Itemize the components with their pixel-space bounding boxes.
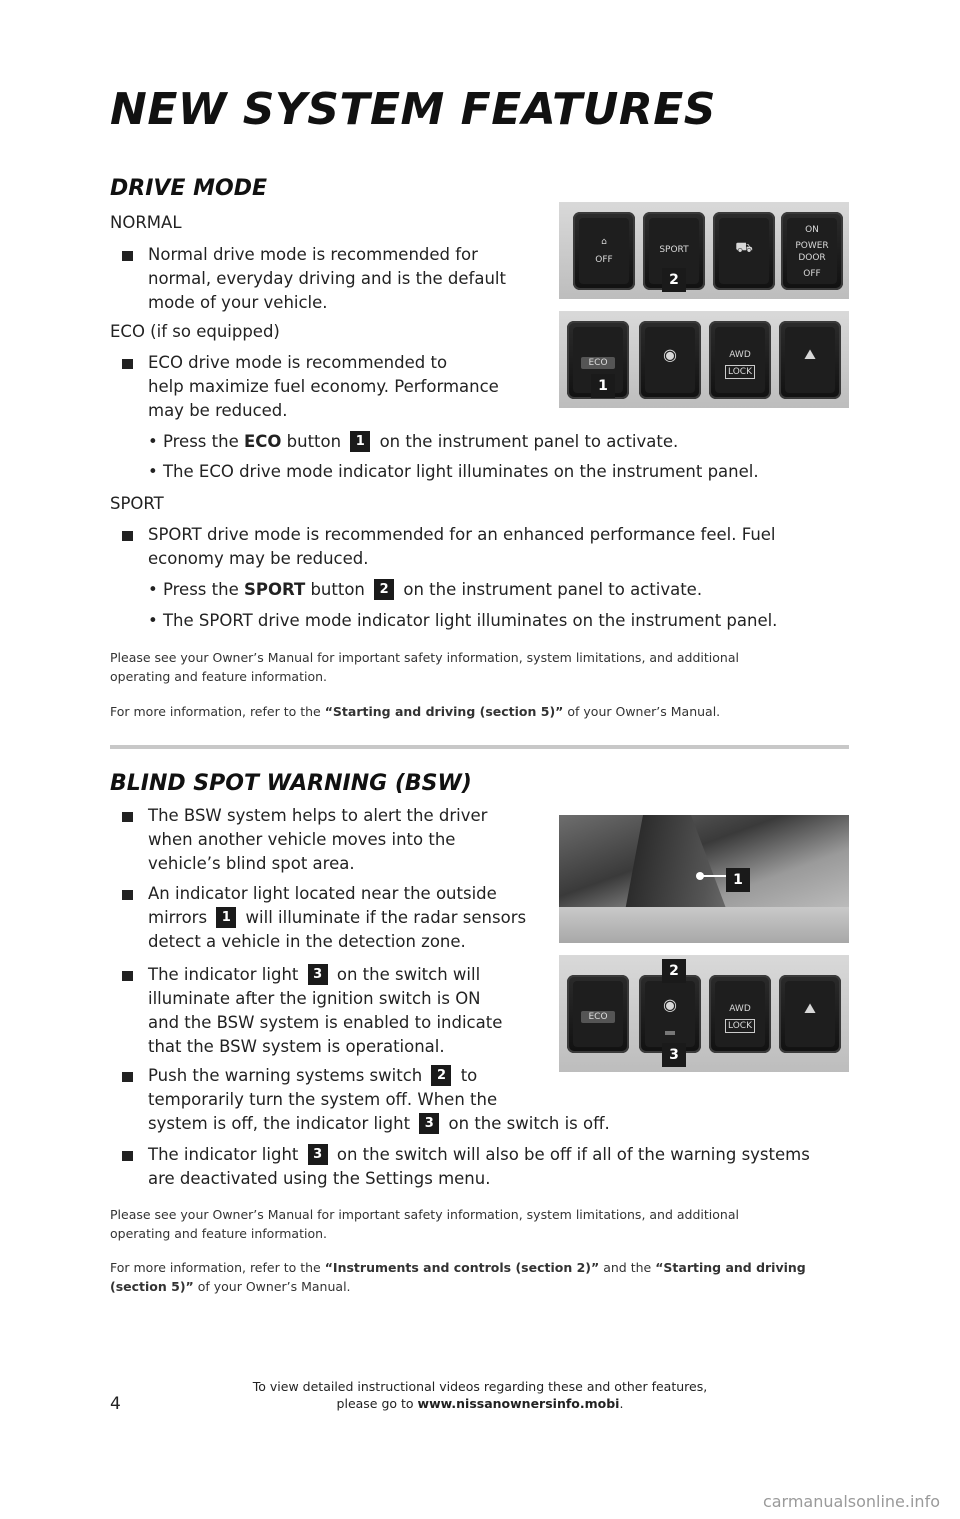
callout-2: 2 — [662, 268, 686, 292]
bsw-reference: For more information, refer to the “Instruments and controls (section 2)” and the “Starting and driving (section 5)” of your Owner’s Manual. — [110, 1260, 806, 1294]
callout-badge: 1 — [350, 431, 370, 452]
section-divider — [110, 745, 849, 749]
callout-badge: 3 — [419, 1113, 439, 1134]
sport-indicator-text: • The SPORT drive mode indicator light illuminates on the instrument panel. — [148, 611, 778, 630]
drive-mode-heading: DRIVE MODE — [110, 176, 267, 201]
bsw-bullet-2: An indicator light located near the outside mirrors 1 will illuminate if the radar sensors detect a vehicle in the detection zone. — [122, 882, 526, 954]
bsw-switch-panel-photo — [559, 955, 849, 1072]
eco-switch-button: ECO — [567, 321, 629, 399]
callout-badge: 3 — [308, 1144, 328, 1165]
callout-2: 2 — [662, 959, 686, 983]
awd-lock-button: AWD LOCK — [709, 975, 771, 1053]
liftgate-button — [713, 212, 775, 290]
page-title: NEW SYSTEM FEATURES — [110, 84, 716, 135]
drive-mode-safety-note: Please see your Owner’s Manual for important safety information, system limitations, and additional operating and feature information. — [110, 650, 739, 684]
eco-indicator-text: • The ECO drive mode indicator light illuminates on the instrument panel. — [148, 462, 759, 481]
page-number: 4 — [110, 1394, 121, 1414]
eco-switch-button: ECO — [567, 975, 629, 1053]
sport-press-instruction: • Press the SPORT button 2 on the instrument panel to activate. — [148, 580, 703, 599]
warning-systems-button — [639, 975, 701, 1053]
footer-note: To view detailed instructional videos regarding these and other features, please go to www.nissanownersinfo.mobi. — [252, 1379, 708, 1411]
normal-bullet: Normal drive mode is recommended for normal, everyday driving and is the default mode of your vehicle. — [122, 243, 506, 315]
power-door-button: ON POWER DOOR OFF — [781, 212, 843, 290]
mirror-indicator-photo — [559, 815, 849, 943]
callout-badge: 2 — [374, 579, 394, 600]
hill-descent-button — [779, 321, 841, 399]
hill-descent-icon: ⛰ — [804, 1001, 816, 1017]
awd-lock-button: AWD LOCK — [709, 321, 771, 399]
bsw-bullet-1: The BSW system helps to alert the driver when another vehicle moves into the vehicle’s blind spot area. — [122, 804, 487, 876]
bsw-bullet-3: The indicator light 3 on the switch will illuminate after the ignition switch is ON and the BSW system is enabled to indicate that the BSW system is operational. — [122, 963, 502, 1059]
drive-mode-reference: For more information, refer to the “Starting and driving (section 5)” of your Owner’s Manual. — [110, 704, 721, 719]
traction-off-button: ⌂ OFF — [573, 212, 635, 290]
bsw-heading: BLIND SPOT WARNING (BSW) — [110, 771, 472, 796]
indicator-light-dot — [696, 872, 704, 880]
callout-badge: 3 — [308, 964, 328, 985]
warning-systems-button — [639, 321, 701, 399]
bsw-car-icon: ◉ — [663, 345, 677, 364]
suv-icon: ⛟ — [735, 240, 753, 256]
hill-descent-button — [779, 975, 841, 1053]
sport-switch-button: SPORT — [643, 212, 705, 290]
traction-car-icon: ⌂ — [601, 237, 607, 247]
bsw-bullet-4: Push the warning systems switch 2 to temporarily turn the system off. When the system is off, the indicator light 3 on the switch is off. — [122, 1064, 610, 1136]
website-link[interactable]: www.nissanownersinfo.mobi — [417, 1396, 620, 1411]
callout-3: 3 — [662, 1043, 686, 1067]
callout-1: 1 — [726, 868, 750, 892]
callout-badge: 1 — [216, 907, 236, 928]
switch-panel-photo-bottom — [559, 311, 849, 408]
switch-panel-photo-top — [559, 202, 849, 299]
eco-bullet: ECO drive mode is recommended to help maximize fuel economy. Performance may be reduced. — [122, 351, 499, 423]
callout-1: 1 — [591, 374, 615, 398]
callout-badge: 2 — [431, 1065, 451, 1086]
bsw-bullet-5: The indicator light 3 on the switch will also be off if all of the warning systems are deactivated using the Settings menu. — [122, 1143, 810, 1191]
normal-label: NORMAL — [110, 213, 182, 232]
hill-descent-icon: ⛰ — [804, 347, 816, 363]
bsw-car-icon: ◉ — [663, 995, 677, 1014]
eco-label: ECO (if so equipped) — [110, 322, 280, 341]
indicator-light — [665, 1031, 675, 1035]
bsw-safety-note: Please see your Owner’s Manual for important safety information, system limitations, and additional operating and feature information. — [110, 1207, 739, 1241]
watermark: carmanualsonline.info — [762, 1492, 940, 1511]
sport-bullet: SPORT drive mode is recommended for an enhanced performance feel. Fuel economy may be reduced. — [122, 523, 776, 571]
sport-label: SPORT — [110, 494, 164, 513]
eco-press-instruction: • Press the ECO button 1 on the instrument panel to activate. — [148, 432, 679, 451]
